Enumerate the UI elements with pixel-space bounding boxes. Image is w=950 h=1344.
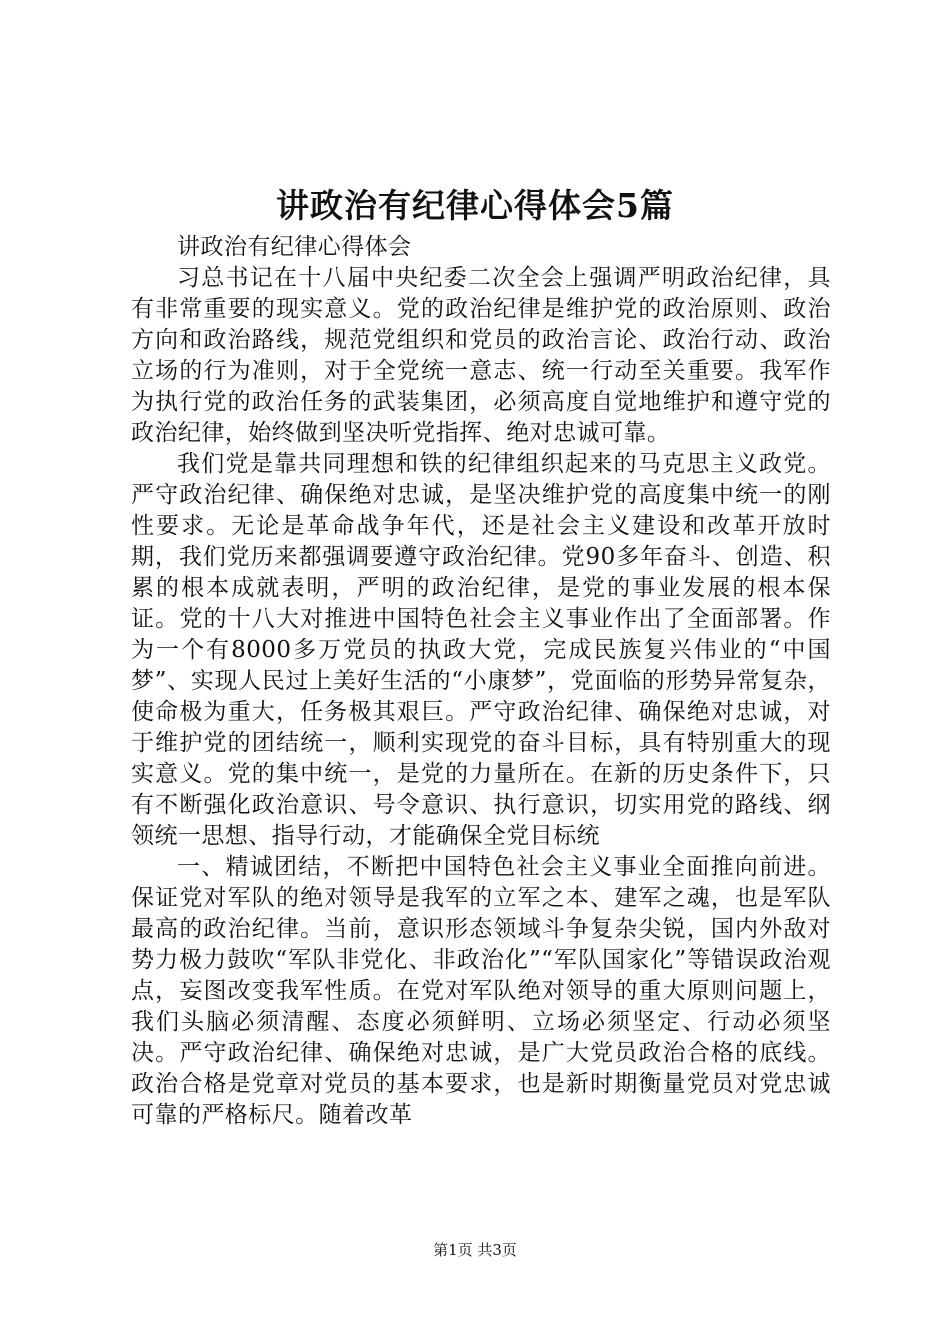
document-body <box>131 232 831 1131</box>
paragraph-1: 习总书记在十八届中央纪委二次全会上强调严明政治纪律，具有非常重要的现实意义。党的政治纪律是维护党的政治原则、政治方向和政治路线，规范党组织和党员的政治言论、政治行动、政治立场的行为准则，对于全党统一意志、统一行动至关重要。我军作为执行党的政治任务的武装集团，必须高度自觉地维护和遵守党的政治纪律，始终做到坚决听党指挥、绝对忠诚可靠。 <box>131 265 831 446</box>
paragraph-2: 我们党是靠共同理想和铁的纪律组织起来的马克思主义政党。严守政治纪律、确保绝对忠诚，是坚决维护党的高度集中统一的刚性要求。无论是革命战争年代，还是社会主义建设和改革开放时期，我们党历来都强调要遵守政治纪律。党90多年奋斗、创造、积累的根本成就表明，严明的政治纪律，是党的事业发展的根本保证。党的十八大对推进中国特色社会主义事业作出了全面部署。作为一个有8000多万党员的执政大党，完成民族复兴伟业的“中国梦”、实现人民过上美好生活的“小康梦”，党面临的形势异常复杂，使命极为重大，任务极其艰巨。严守政治纪律、确保绝对忠诚，对于维护党的团结统一，顺利实现党的奋斗目标，具有特别重大的现实意义。党的集中统一，是党的力量所在。在新的历史条件下，只有不断强化政治意识、号令意识、执行意识，切实用党的路线、纲领统一思想、指导行动，才能确保全党目标统 <box>131 451 831 849</box>
page-number-footer: 第1页 共3页 <box>433 1241 517 1259</box>
document-subheading: 讲政治有纪律心得体会 <box>177 234 412 260</box>
paragraph-3: 一、精诚团结，不断把中国特色社会主义事业全面推向前进。保证党对军队的绝对领导是我军的立军之本、建军之魂，也是军队最高的政治纪律。当前，意识形态领域斗争复杂尖锐，国内外敌对势力极力鼓吹“军队非党化、非政治化”“军队国家化”等错误政治观点，妄图改变我军性质。在党对军队绝对领导的重大原则问题上，我们头脑必须清醒、态度必须鲜明、立场必须坚定、行动必须坚决。严守政治纪律、确保绝对忠诚，是广大党员政治合格的底线。政治合格是党章对党员的基本要求，也是新时期衡量党员对党忠诚可靠的严格标尺。随着改革 <box>131 854 831 1128</box>
document-title: 讲政治有纪律心得体会5篇 <box>276 186 674 225</box>
